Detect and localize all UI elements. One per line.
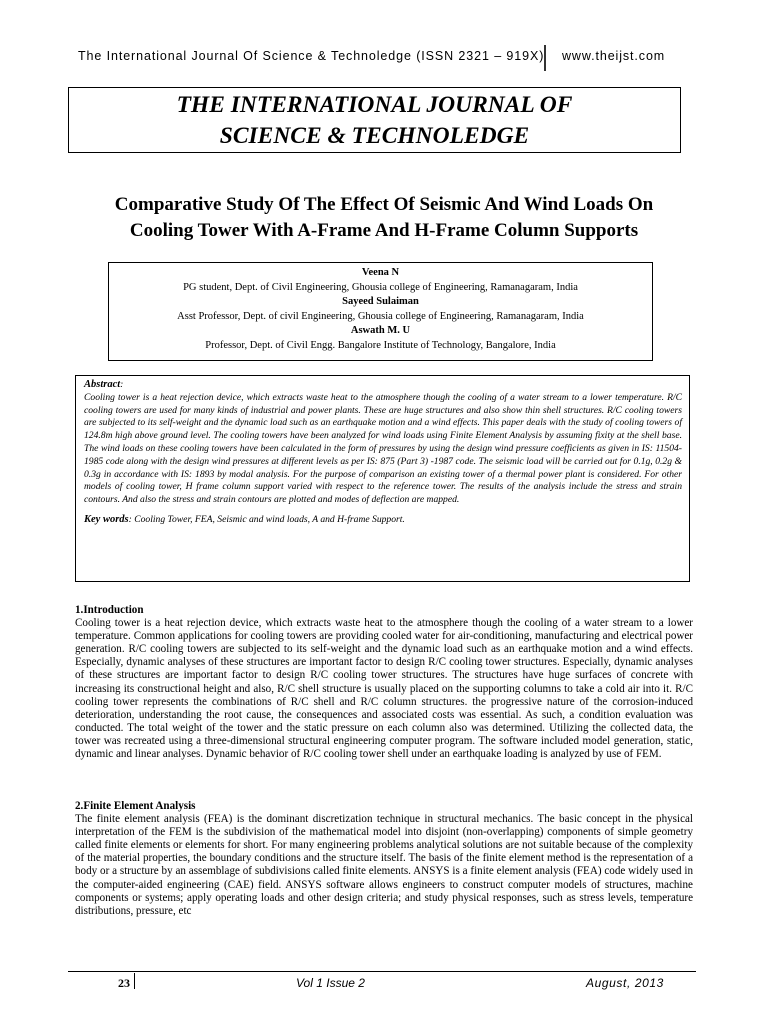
abstract-box [75,375,690,582]
paper-title-line-2: Cooling Tower With A-Frame And H-Frame Column Supports [129,220,639,241]
author-affiliation: PG student, Dept. of Civil Engineering, Ghousia college of Engineering, Ramanagaram, India [183,281,578,293]
header-separator [544,45,546,71]
keywords-heading: Key words [84,513,129,525]
footer-date: August, 2013 [586,976,664,990]
running-header [78,45,698,71]
author-affiliation: Professor, Dept. of Civil Engg. Bangalore Institute of Technology, Bangalore, India [205,339,556,351]
abstract-heading: Abstract [84,379,121,390]
section-body: The finite element analysis (FEA) is the dominant discretization technique in structural mechanics. The basic concept in the physical interpretation of the FEM is the subdivision of the mathematical model into disjoint (non-overlapping) components of simple geometry called finite elements or elements for short. For many engineering problems analytical solutions are not suitable because of the complexity of the material properties, the boundary conditions and the structure itself. The basis of the finite element method is the representation of a body or a structure by an assemblage of subdivisions called finite elements. ANSYS is a finite element analysis (FEA) code widely used in the computer-aided engineering (CAE) field. ANSYS software allows engineers to construct computer models of structures, machine components or systems; apply operating loads and other design criteria; and study physical responses, such as stress levels, temperature distributions, pressure, etc [75,813,693,917]
authors-box [108,262,653,361]
journal-website-link[interactable]: www.theijst.com [562,49,666,63]
author-name: Aswath M. U [350,325,411,336]
section-body: Cooling tower is a heat rejection device, which extracts waste heat to the atmosphere though the cooling of a water stream to a lower temperature. Common applications for cooling towers are providing cooled water for air-conditioning, manufacturing and electrical power generation. R/C cooling towers are subjected to its self-weight and the dynamic load such as an earthquake motion and a wind effects. Especially, dynamic analyses of these structures are important factor to design R/C cooling tower structures. Especially, dynamic analyses of these structures are important factor to design R/C cooling tower structures. The structures have huge surfaces of concrete with increasing its constructional height and also, R/C shell structure is usually placed on the supporting columns to take a cold air into it. R/C cooling tower represents the combinations of R/C shell and R/C column structures. the progressive nature of the corrosion-induced deterioration, understanding the root cause, the consequences and associated costs was essential. As such, a condition evaluation was conducted. The total weight of the tower and the static pressure on each column also was determined. Utilizing the collected data, the tower was recreated using a three-dimensional structural engineering computer program. The software included model generation, static, dynamic and linear analyses. Dynamic behavior of R/C cooling tower shell under an earthquake loading is analyzed by use of FEM. [75,617,693,761]
journal-title-line-1: THE INTERNATIONAL JOURNAL OF [176,92,573,118]
keywords-row [84,514,682,527]
section-title: 2.Finite Element Analysis [75,800,196,812]
abstract-heading-colon: : [120,379,124,390]
section-title: 1.Introduction [75,604,144,616]
journal-title-line-2: SCIENCE & TECHNOLEDGE [219,123,530,149]
introduction-section [75,604,693,761]
journal-issn-text: The International Journal Of Science & Technoledge (ISSN 2321 – 919X) [78,49,545,63]
abstract-text: Cooling tower is a heat rejection device, which extracts waste heat to the atmosphere though the cooling of a water stream to a lower temperature. R/C cooling towers are used for many kinds of industrial and power plants. These are huge structures and also show thin shell structures. R/C cooling towers are subjected to its self-weight and the dynamic load such as an earthquake motion and a wind effects. This paper deals with the study of cooling towers of 124.8m high above ground level. The cooling towers have been analyzed for wind loads using Finite Element Analysis by assuming fixity at the shell base. The wind loads on these cooling towers have been calculated in the form of pressures by using the design wind pressure coefficients as given in IS: 11504-1985 code along with the design wind pressures at different levels as per IS: 875 (Part 3) -1987 code. The seismic load will be carried out for 0.1g, 0.2g & 0.3g in accordance with IS: 1893 by modal analysis. For the purpose of comparison an existing tower of a thermal power plant is considered. For other models of cooling tower, H frame column support varied with respect to the reference tower. The results of the analysis include the stress and strain contours. And also the stress and strain contours are plotted and modes of deflection are mapped. [84,391,682,506]
author-name: Sayeed Sulaiman [342,296,419,307]
journal-title-box [68,87,681,153]
fea-section [75,800,693,918]
footer-volume: Vol 1 Issue 2 [296,976,365,990]
author-affiliation: Asst Professor, Dept. of civil Engineering, Ghousia college of Engineering, Ramanagaram, India [177,310,584,322]
paper-title [56,192,712,244]
footer-separator [134,973,135,989]
footer-rule [68,971,696,972]
abstract-heading-row [84,379,682,392]
author-name: Veena N [361,267,400,278]
page-number: 23 [118,976,130,990]
keywords-text: : Cooling Tower, FEA, Seismic and wind loads, A and H-frame Support. [128,513,405,525]
paper-title-line-1: Comparative Study Of The Effect Of Seismic And Wind Loads On [114,194,654,215]
